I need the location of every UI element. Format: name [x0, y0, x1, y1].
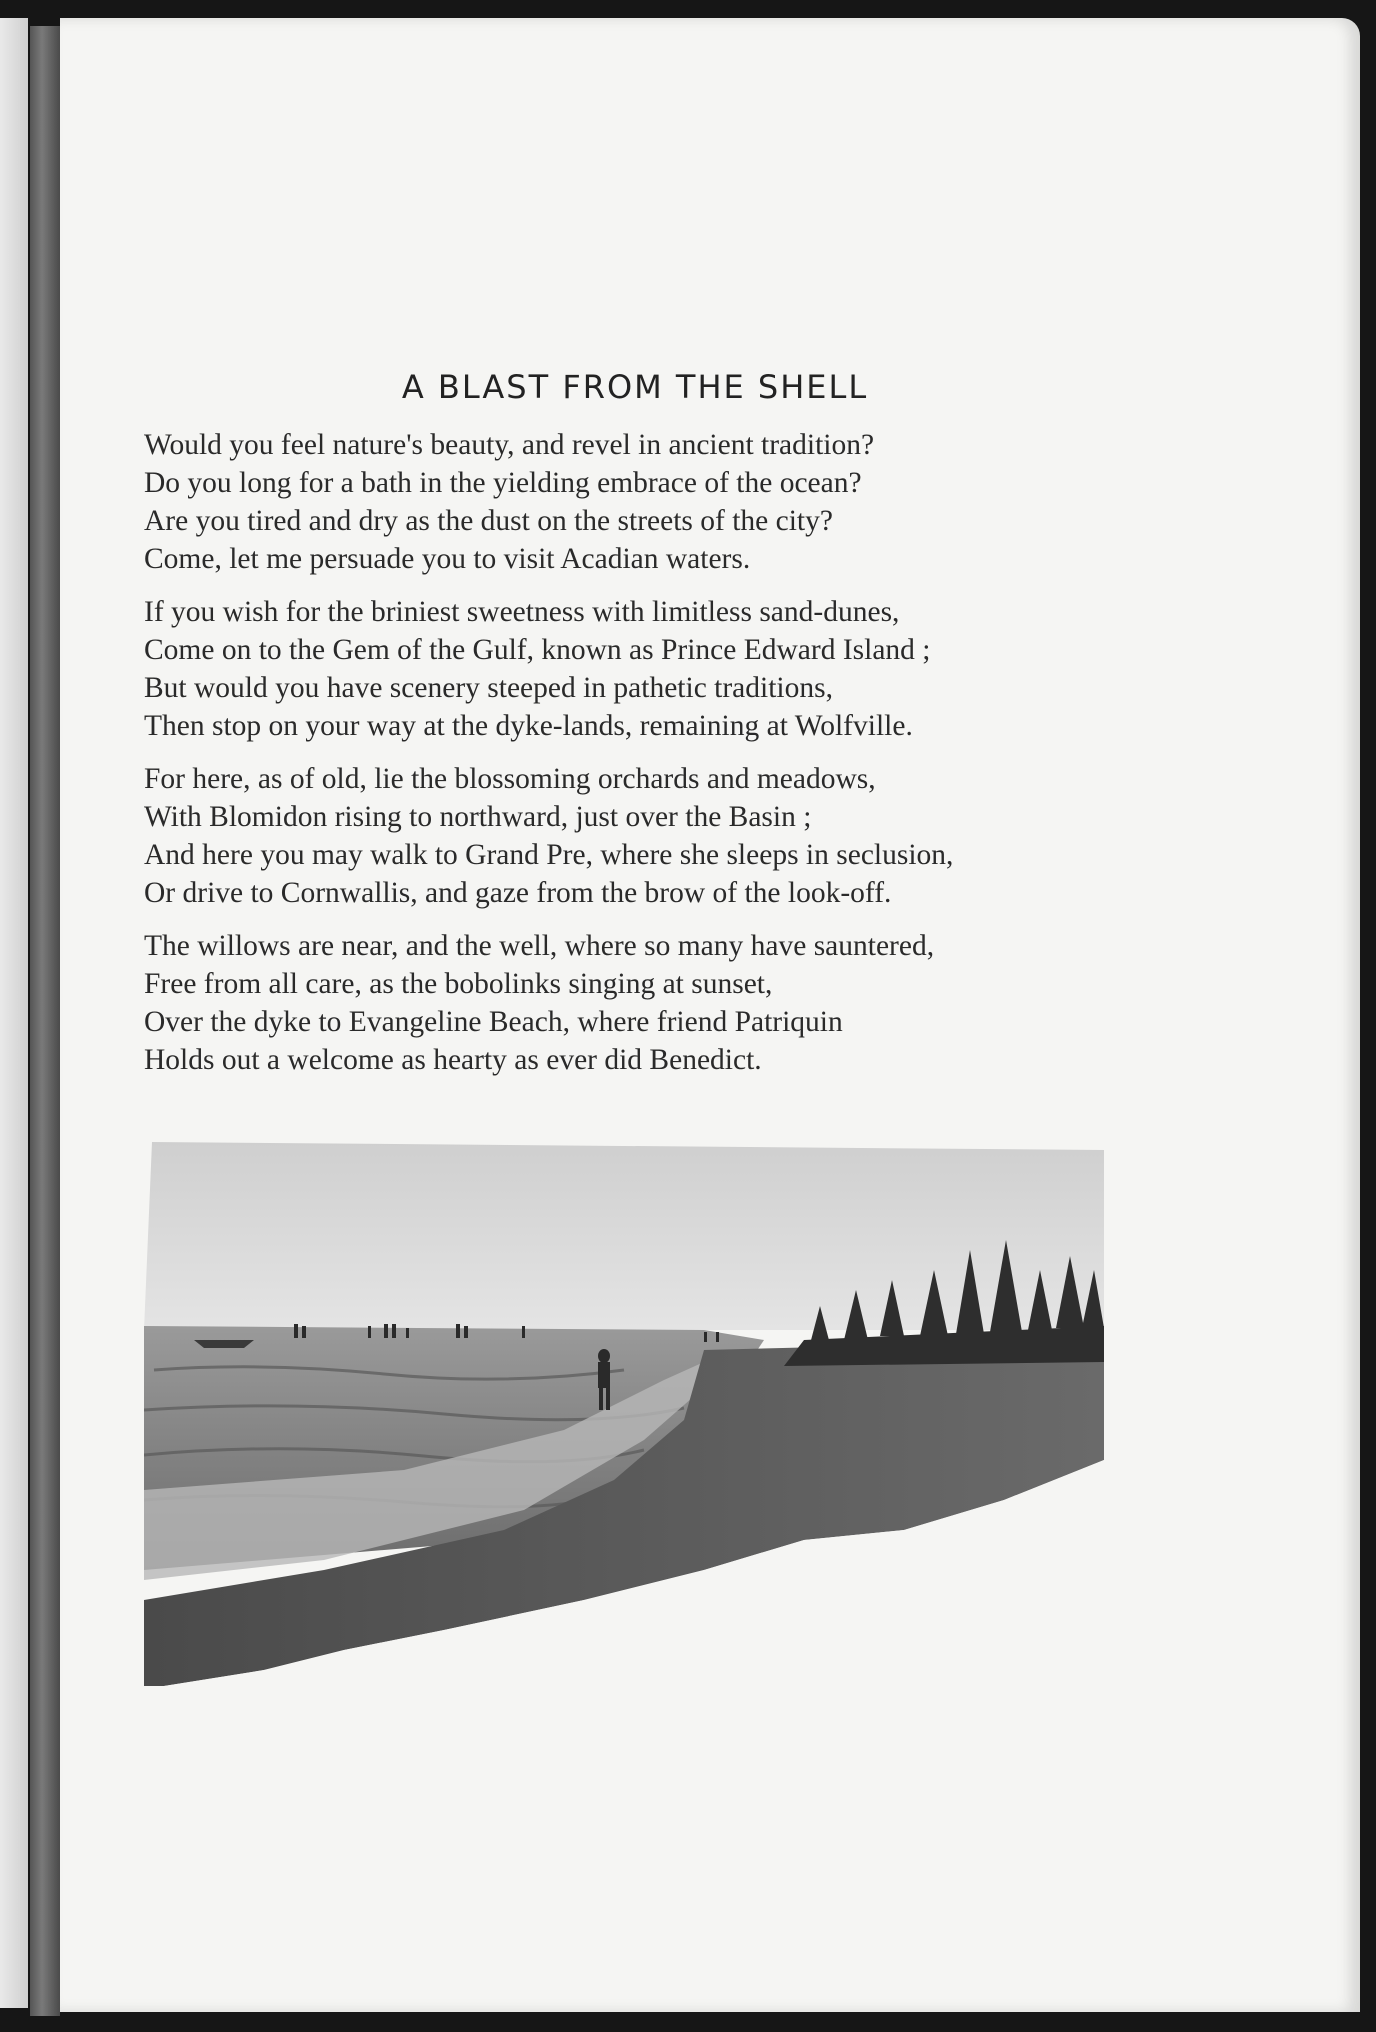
stanza-2 [144, 593, 1204, 745]
book-spine [30, 26, 60, 2016]
poem-line: Come on to the Gem of the Gulf, known as Prince Edward Island ; [144, 634, 931, 666]
poem-line: With Blomidon rising to northward, just over the Basin ; [144, 801, 812, 833]
poem-line: For here, as of old, lie the blossoming orchards and meadows, [144, 763, 876, 795]
stanza-3 [144, 760, 1204, 912]
left-page-edge [0, 18, 28, 2008]
stanza-1 [144, 426, 1204, 578]
poem [144, 426, 1204, 1094]
sky [144, 1142, 1104, 1330]
poem-line: Are you tired and dry as the dust on the streets of the city? [144, 505, 833, 537]
boat [194, 1340, 254, 1348]
poem-line: Over the dyke to Evangeline Beach, where friend Patriquin [144, 1006, 843, 1038]
poem-line: Do you long for a bath in the yielding embrace of the ocean? [144, 467, 862, 499]
poem-line: And here you may walk to Grand Pre, where she sleeps in seclusion, [144, 839, 954, 871]
poem-line: Come, let me persuade you to visit Acadian waters. [144, 543, 751, 575]
beach-photograph [144, 1130, 1104, 1690]
book-page [60, 18, 1360, 2012]
poem-line: Holds out a welcome as hearty as ever did Benedict. [144, 1044, 762, 1076]
poem-line: The willows are near, and the well, where so many have sauntered, [144, 930, 935, 962]
poem-line: Would you feel nature's beauty, and revel in ancient tradition? [144, 429, 875, 461]
stanza-4 [144, 927, 1204, 1079]
poem-line: Free from all care, as the bobolinks singing at sunset, [144, 968, 773, 1000]
poem-line: But would you have scenery steeped in pathetic traditions, [144, 672, 833, 704]
poem-line: Then stop on your way at the dyke-lands, remaining at Wolfville. [144, 710, 913, 742]
poem-line: Or drive to Cornwallis, and gaze from the brow of the look-off. [144, 877, 892, 909]
poem-line: If you wish for the briniest sweetness with limitless sand-dunes, [144, 596, 900, 628]
beach-photo-image [144, 1130, 1104, 1690]
page-title: A BLAST FROM THE SHELL [401, 368, 869, 406]
